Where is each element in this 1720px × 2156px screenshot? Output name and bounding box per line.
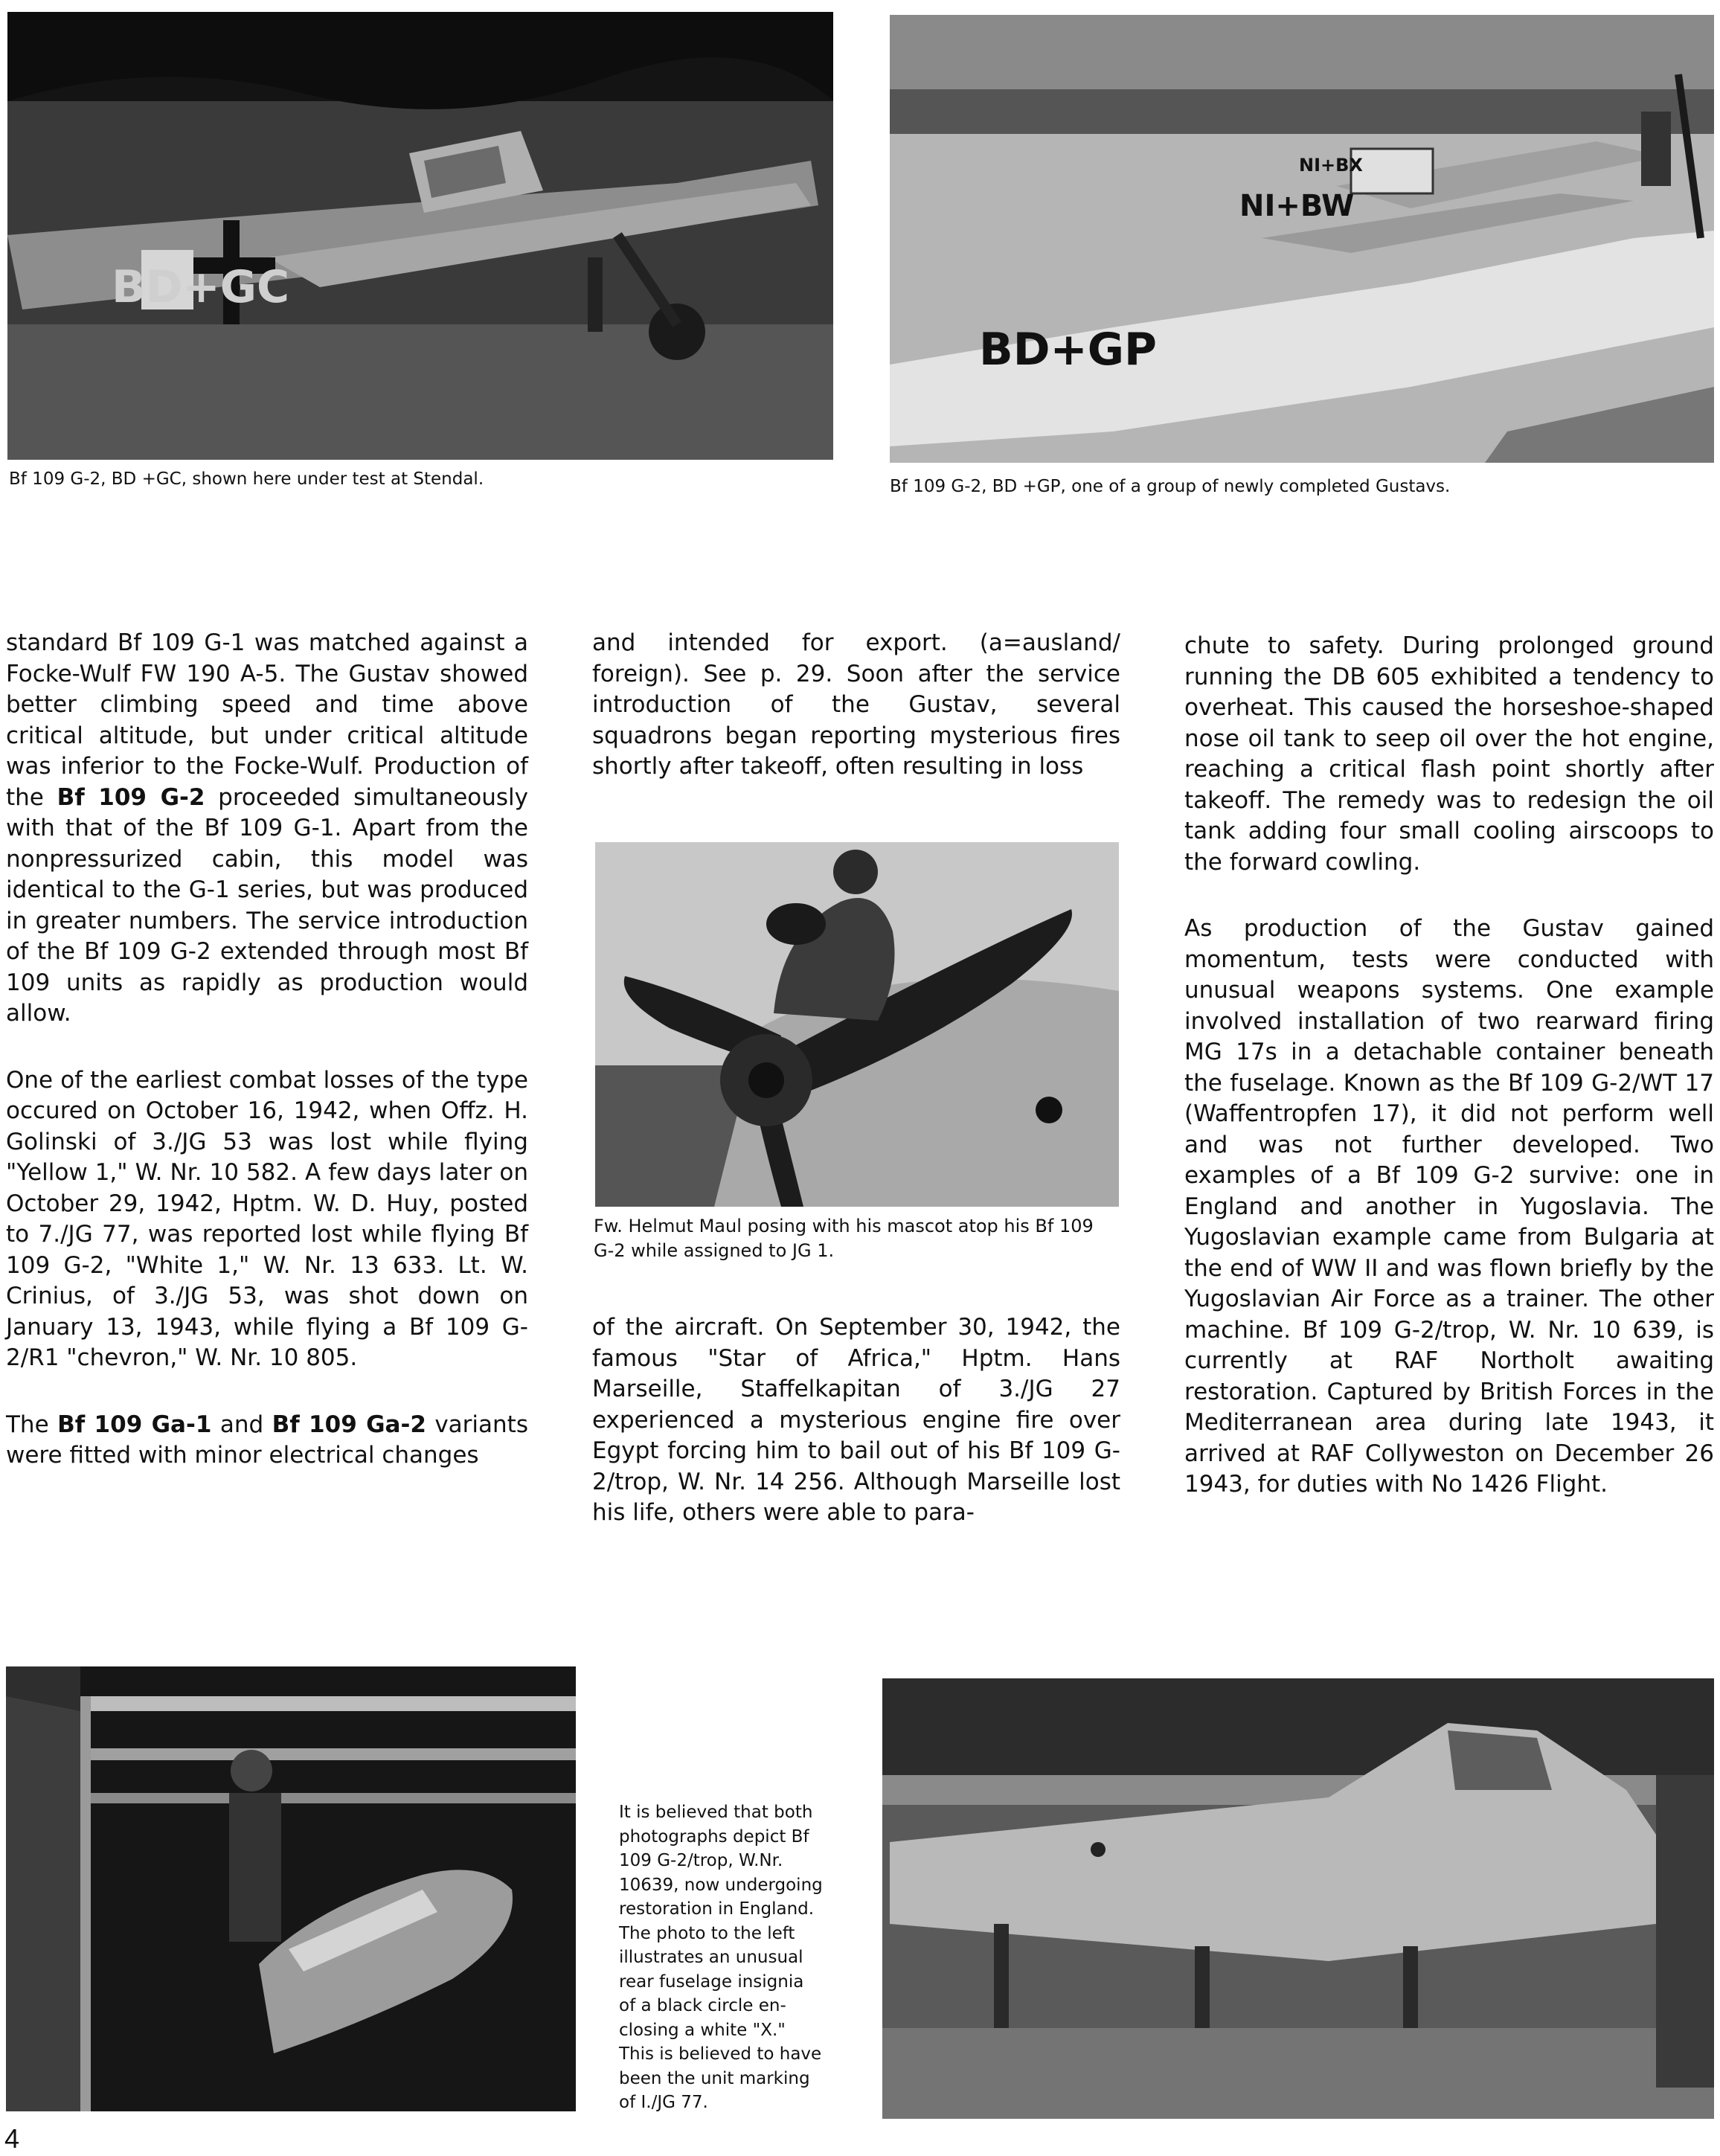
column2-paragraph-1: and intended for export. (a=ausland/ foreign). See p. 29. Soon after the service introduction of the Gustav, several squadrons began reporting mysterious fires shortly after takeoff, often resulting in loss xyxy=(592,629,1120,780)
caption-bottom-line: photographs depict Bf xyxy=(619,1826,809,1847)
caption-bottom-line: closing a white "X." xyxy=(619,2020,786,2040)
text-column-2-continued xyxy=(592,1312,1120,1565)
caption-bottom-line: This is believed to have xyxy=(619,2044,822,2064)
fuselage-on-stands-image xyxy=(882,1678,1714,2119)
photo-bottom-left xyxy=(6,1666,576,2111)
pilot-mascot-image xyxy=(595,842,1119,1207)
caption-bottom-line: of I./JG 77. xyxy=(619,2093,708,2112)
aircraft-group-image xyxy=(890,15,1714,463)
caption-bottom xyxy=(619,1800,872,2115)
column1-paragraph-2: One of the earliest combat losses of the type occured on October 16, 1942, when Offz. H. Golinski of 3./JG 53 was lost while flying "Yellow 1," W. Nr. 10 582. A few days later on October 29, 1942, Hptm. W. D. Huy, posted to 7./JG 77, was reported lost while flying Bf 109 G-2, "White 1," W. Nr. 13 633. Lt. W. Crinius, of 3./JG 53, was shot down on January 13, 1943, while flying a Bf 109 G-2/R1 "chevron," W. Nr. 10 805. xyxy=(6,1066,528,1371)
caption-bottom-line: rear fuselage insignia xyxy=(619,1971,804,1992)
caption-top-left: Bf 109 G-2, BD +GC, shown here under test at Stendal. xyxy=(9,469,484,489)
caption-bottom-line: 10639, now undergoing xyxy=(619,1875,823,1895)
text-column-2 xyxy=(592,628,1120,818)
marking-text-back: NI+BX xyxy=(1299,155,1363,176)
column3-paragraph-2: As production of the Gustav gained momentum, tests were conducted with unusual weapons systems. One example involved installation of two rearward firing MG 17s in a detachable container beneath the fuselage. Known as the Bf 109 G-2/WT 17 (Waffentropfen 17), it did not perform well and was not further developed. Two examples of a Bf 109 G-2 survive: one in England and another in Yugoslavia. The Yugoslavian example came from Bulgaria at the end of WW II and was flown briefly by the Yugoslavian Air Force as a trainer. The other machine. Bf 109 G-2/trop, W. Nr. 10 639, is currently at RAF Northolt awaiting restoration. Captured by British Forces in the Mediterranean area during late 1943, it arrived at RAF Collyweston on December 26 1943, for duties with No 1426 Flight. xyxy=(1184,915,1714,1498)
marking-text: BD+GC xyxy=(112,261,290,313)
photo-middle xyxy=(595,842,1119,1207)
photo-top-left xyxy=(7,12,833,460)
caption-middle: Fw. Helmut Maul posing with his mascot atop his Bf 109 G-2 while assigned to JG 1. xyxy=(594,1216,1094,1261)
photo-top-right xyxy=(890,15,1714,463)
caption-bottom-line: been the unit marking xyxy=(619,2068,810,2088)
caption-bottom-line: illustrates an unusual xyxy=(619,1948,803,1967)
hangar-restoration-image xyxy=(6,1666,576,2111)
marking-text-front: BD+GP xyxy=(979,324,1158,376)
caption-bottom-line: restoration in England. xyxy=(619,1899,815,1919)
marking-text-mid: NI+BW xyxy=(1239,189,1355,223)
text-column-3 xyxy=(1184,631,1714,1536)
column1-paragraph-3: The Bf 109 Ga-1 and Bf 109 Ga-2 variants were fitted with minor electrical changes xyxy=(6,1411,528,1469)
photo-bottom-right xyxy=(882,1678,1714,2119)
text-column-1 xyxy=(6,628,528,1507)
caption-bottom-line: of a black circle en- xyxy=(619,1996,786,2015)
column1-paragraph-1: standard Bf 109 G-1 was matched against a Focke-Wulf FW 190 A-5. The Gustav showed better climbing speed and time above critical altitude, but under critical altitude was inferior to the Focke-Wulf. Production of the Bf 109 G-2 proceeded simultaneously with that of the Bf 109 G-1. Apart from the nonpressurized cabin, this model was identical to the G-1 series, but was produced in greater numbers. The service introduction of the Bf 109 G-2 extended through most Bf 109 units as rapidly as production would allow. xyxy=(6,629,528,1027)
column2-paragraph-2: of the aircraft. On September 30, 1942, the famous "Star of Africa," Hptm. Hans Marseille, Staffelkapitan of 3./JG 27 experienced a mysterious engine fire over Egypt forcing him to bail out of his Bf 109 G-2/trop, W. Nr. 14 256. Although Marseille lost his life, others were able to para- xyxy=(592,1314,1120,1526)
aircraft-bdgc-image xyxy=(7,12,833,460)
caption-bottom-line: 109 G-2/trop, W.Nr. xyxy=(619,1851,783,1870)
column3-paragraph-1: chute to safety. During prolonged ground running the DB 605 exhibited a tendency to overheat. This caused the horseshoe-shaped nose oil tank to seep oil over the hot engine, reaching a critical flash point shortly after takeoff. The remedy was to redesign the oil tank adding four small cooling airscoops to the forward cowling. xyxy=(1184,632,1714,876)
caption-top-right: Bf 109 G-2, BD +GP, one of a group of newly completed Gustavs. xyxy=(890,477,1451,496)
page-number: 4 xyxy=(4,2123,20,2154)
caption-bottom-line: It is believed that both xyxy=(619,1803,813,1822)
caption-bottom-line: The photo to the left xyxy=(619,1923,795,1943)
